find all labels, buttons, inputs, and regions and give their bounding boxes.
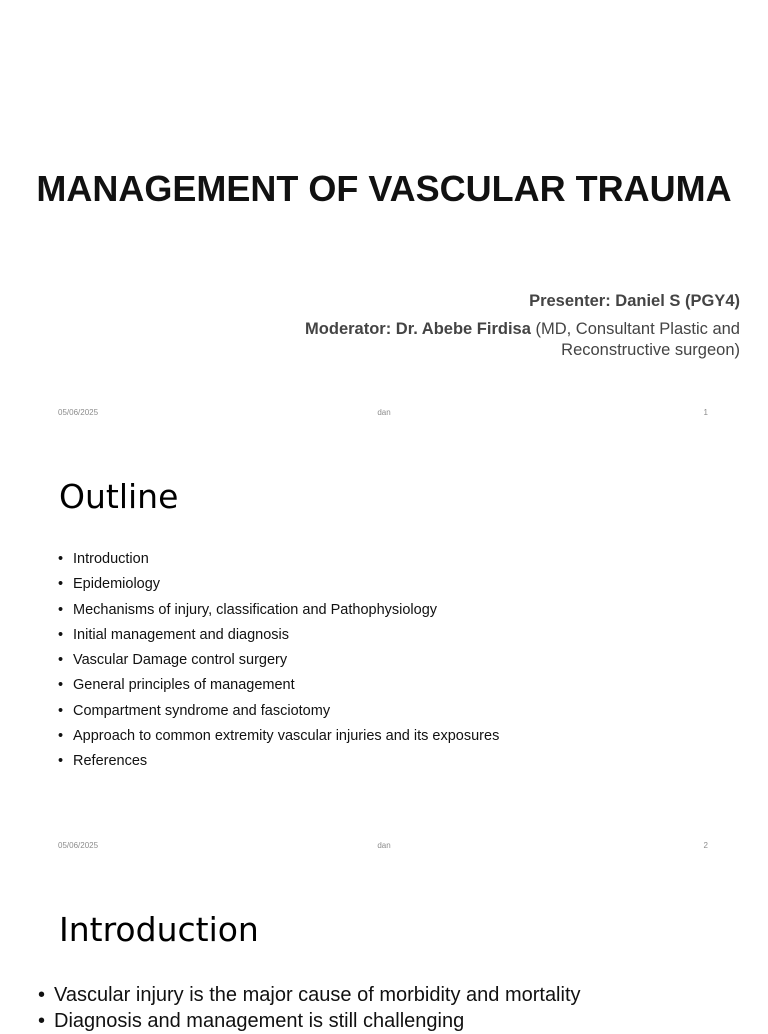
footer-author: dan bbox=[377, 408, 391, 417]
slide-title: Outline bbox=[59, 477, 179, 516]
slide-title: Introduction bbox=[59, 910, 259, 949]
list-item: • Diagnosis and management is still challenging bbox=[38, 1008, 581, 1034]
outline-list bbox=[58, 549, 499, 777]
list-item: • Epidemiology bbox=[58, 574, 499, 599]
list-item: • Mechanisms of injury, classification and Pathophysiology bbox=[58, 600, 499, 625]
moderator-detail: (MD, Consultant Plastic and Reconstructive surgeon) bbox=[535, 320, 740, 359]
presentation-title: MANAGEMENT OF VASCULAR TRAUMA bbox=[36, 168, 732, 209]
footer-author: dan bbox=[377, 841, 391, 850]
presenter-line: Presenter: Daniel S (PGY4) bbox=[529, 292, 740, 310]
footer-date: 05/06/2025 bbox=[58, 841, 99, 850]
list-item: • Vascular injury is the major cause of morbidity and mortality bbox=[38, 982, 581, 1008]
list-item: • Approach to common extremity vascular injuries and its exposures bbox=[58, 726, 499, 751]
list-item: • Vascular Damage control surgery bbox=[58, 650, 499, 675]
list-item: • General principles of management bbox=[58, 675, 499, 700]
moderator-name: Moderator: Dr. Abebe Firdisa bbox=[305, 320, 531, 338]
moderator-line bbox=[220, 319, 740, 361]
outline-slide bbox=[0, 433, 768, 866]
presenter-info bbox=[220, 291, 740, 361]
footer-date: 05/06/2025 bbox=[58, 408, 99, 417]
list-item: • Compartment syndrome and fasciotomy bbox=[58, 701, 499, 726]
list-item: • Initial management and diagnosis bbox=[58, 625, 499, 650]
introduction-slide bbox=[0, 866, 768, 1032]
list-item: • References bbox=[58, 751, 499, 776]
footer-page-number: 1 bbox=[703, 408, 708, 417]
list-item: • Introduction bbox=[58, 549, 499, 574]
title-slide bbox=[0, 0, 768, 433]
intro-list bbox=[38, 982, 581, 1034]
footer-page-number: 2 bbox=[703, 841, 708, 850]
